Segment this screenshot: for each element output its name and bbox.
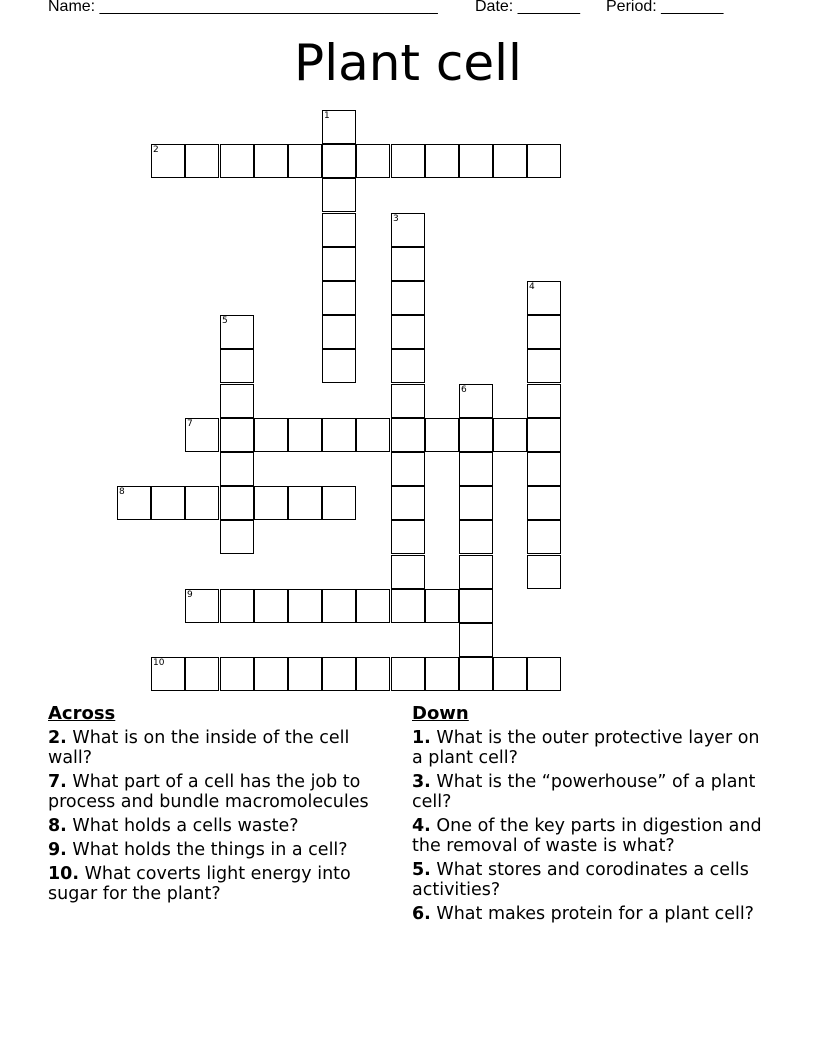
crossword-cell[interactable] <box>185 144 219 178</box>
clue-text: What is on the inside of the cell wall? <box>48 728 350 768</box>
clue-text: What holds the things in a cell? <box>72 840 348 860</box>
clue-number: 4. <box>412 816 431 836</box>
crossword-cell[interactable] <box>527 281 561 315</box>
cell-number: 6 <box>461 385 467 395</box>
cell-number: 8 <box>119 487 125 497</box>
crossword-cell[interactable] <box>391 281 425 315</box>
clue-text: What makes protein for a plant cell? <box>436 904 754 924</box>
crossword-cell[interactable] <box>220 486 254 520</box>
crossword-cell[interactable] <box>322 657 356 691</box>
cell-number: 3 <box>393 214 399 224</box>
cell-number: 5 <box>222 316 228 326</box>
clue-text: What is the “powerhouse” of a plant cell? <box>412 772 756 812</box>
crossword-cell[interactable] <box>220 384 254 418</box>
crossword-cell[interactable] <box>322 144 356 178</box>
clue-down-3 <box>412 772 762 812</box>
crossword-cell[interactable] <box>185 486 219 520</box>
clue-across-7 <box>48 772 388 812</box>
crossword-cell[interactable] <box>254 589 288 623</box>
across-heading: Across <box>48 703 116 724</box>
crossword-cell[interactable] <box>527 349 561 383</box>
crossword-cell[interactable] <box>459 384 493 418</box>
crossword-cell[interactable] <box>322 178 356 212</box>
clue-number: 2. <box>48 728 67 748</box>
period-field[interactable]: Period: _______ <box>606 0 724 15</box>
across-clues <box>48 702 388 908</box>
clue-number: 8. <box>48 816 67 836</box>
clue-number: 1. <box>412 728 431 748</box>
page-title: Plant cell <box>294 34 522 92</box>
clue-across-2 <box>48 728 388 768</box>
crossword-cell[interactable] <box>459 144 493 178</box>
crossword-cell[interactable] <box>493 657 527 691</box>
cell-number: 7 <box>187 419 193 429</box>
crossword-cell[interactable] <box>254 418 288 452</box>
crossword-cell[interactable] <box>322 418 356 452</box>
crossword-cell[interactable] <box>220 520 254 554</box>
clue-across-8 <box>48 816 388 836</box>
crossword-cell[interactable] <box>459 623 493 657</box>
crossword-cell[interactable] <box>254 144 288 178</box>
crossword-cell[interactable] <box>425 144 459 178</box>
crossword-cell[interactable] <box>527 315 561 349</box>
crossword-cell[interactable] <box>322 315 356 349</box>
crossword-cell[interactable] <box>425 589 459 623</box>
clue-number: 5. <box>412 860 431 880</box>
cell-number: 9 <box>187 590 193 600</box>
crossword-cell[interactable] <box>425 657 459 691</box>
cell-number: 10 <box>153 658 165 668</box>
crossword-cell[interactable] <box>151 486 185 520</box>
crossword-cell[interactable] <box>185 657 219 691</box>
crossword-cell[interactable] <box>527 555 561 589</box>
crossword-cell[interactable] <box>527 418 561 452</box>
crossword-cell[interactable] <box>185 589 219 623</box>
down-clue-list <box>412 728 762 924</box>
crossword-cell[interactable] <box>322 281 356 315</box>
crossword-cell[interactable] <box>288 486 322 520</box>
down-heading: Down <box>412 703 469 724</box>
crossword-cell[interactable] <box>459 657 493 691</box>
clue-number: 9. <box>48 840 67 860</box>
down-clues <box>412 702 762 928</box>
cell-number: 4 <box>529 282 535 292</box>
crossword-cell[interactable] <box>391 589 425 623</box>
crossword-cell[interactable] <box>185 418 219 452</box>
crossword-cell[interactable] <box>493 144 527 178</box>
clue-down-4 <box>412 816 762 856</box>
crossword-cell[interactable] <box>527 486 561 520</box>
crossword-cell[interactable] <box>391 384 425 418</box>
crossword-cell[interactable] <box>391 213 425 247</box>
crossword-cell[interactable] <box>288 589 322 623</box>
crossword-cell[interactable] <box>527 384 561 418</box>
crossword-cell[interactable] <box>356 657 390 691</box>
crossword-cell[interactable] <box>322 247 356 281</box>
crossword-cell[interactable] <box>322 110 356 144</box>
crossword-cell[interactable] <box>459 486 493 520</box>
crossword-cell[interactable] <box>254 657 288 691</box>
crossword-cell[interactable] <box>391 657 425 691</box>
crossword-cell[interactable] <box>391 520 425 554</box>
crossword-cell[interactable] <box>322 349 356 383</box>
crossword-cell[interactable] <box>527 657 561 691</box>
crossword-cell[interactable] <box>322 589 356 623</box>
crossword-cell[interactable] <box>117 486 151 520</box>
crossword-cell[interactable] <box>288 144 322 178</box>
name-field[interactable]: Name: ______________________________________ <box>48 0 438 15</box>
crossword-cell[interactable] <box>356 418 390 452</box>
crossword-cell[interactable] <box>288 418 322 452</box>
crossword-cell[interactable] <box>391 315 425 349</box>
clue-down-1 <box>412 728 762 768</box>
clue-across-10 <box>48 864 388 904</box>
crossword-cell[interactable] <box>151 144 185 178</box>
clue-text: What stores and corodinates a cells activities? <box>412 860 749 900</box>
crossword-cell[interactable] <box>220 144 254 178</box>
crossword-cell[interactable] <box>220 452 254 486</box>
crossword-cell[interactable] <box>356 144 390 178</box>
crossword-cell[interactable] <box>220 418 254 452</box>
clue-text: What part of a cell has the job to process and bundle macromolecules <box>48 772 369 812</box>
across-clue-list <box>48 728 388 904</box>
crossword-cell[interactable] <box>459 418 493 452</box>
clue-text: What is the outer protective layer on a plant cell? <box>412 728 760 768</box>
crossword-cell[interactable] <box>493 418 527 452</box>
crossword-cell[interactable] <box>220 589 254 623</box>
crossword-cell[interactable] <box>151 657 185 691</box>
crossword-cell[interactable] <box>220 349 254 383</box>
clue-text: What coverts light energy into sugar for the plant? <box>48 864 351 904</box>
clue-number: 10. <box>48 864 80 884</box>
clue-number: 6. <box>412 904 431 924</box>
crossword-cell[interactable] <box>391 486 425 520</box>
crossword-cell[interactable] <box>425 418 459 452</box>
crossword-cell[interactable] <box>391 144 425 178</box>
crossword-cell[interactable] <box>220 657 254 691</box>
crossword-cell[interactable] <box>391 555 425 589</box>
crossword-cell[interactable] <box>391 247 425 281</box>
clue-text: What holds a cells waste? <box>72 816 299 836</box>
crossword-cell[interactable] <box>288 657 322 691</box>
clue-down-5 <box>412 860 762 900</box>
crossword-cell[interactable] <box>322 486 356 520</box>
crossword-cell[interactable] <box>391 349 425 383</box>
crossword-cell[interactable] <box>527 452 561 486</box>
crossword-cell[interactable] <box>254 486 288 520</box>
crossword-cell[interactable] <box>391 418 425 452</box>
crossword-cell[interactable] <box>527 144 561 178</box>
crossword-cell[interactable] <box>391 452 425 486</box>
crossword-cell[interactable] <box>220 315 254 349</box>
crossword-cell[interactable] <box>459 520 493 554</box>
clue-across-9 <box>48 840 388 860</box>
crossword-cell[interactable] <box>356 589 390 623</box>
crossword-cell[interactable] <box>459 452 493 486</box>
cell-number: 2 <box>153 145 159 155</box>
clue-number: 3. <box>412 772 431 792</box>
clue-number: 7. <box>48 772 67 792</box>
crossword-cell[interactable] <box>459 589 493 623</box>
crossword-cell[interactable] <box>459 555 493 589</box>
clue-text: One of the key parts in digestion and the removal of waste is what? <box>412 816 762 856</box>
crossword-cell[interactable] <box>527 520 561 554</box>
date-field[interactable]: Date: _______ <box>475 0 580 15</box>
cell-number: 1 <box>324 111 330 121</box>
clue-down-6 <box>412 904 762 924</box>
crossword-cell[interactable] <box>322 213 356 247</box>
